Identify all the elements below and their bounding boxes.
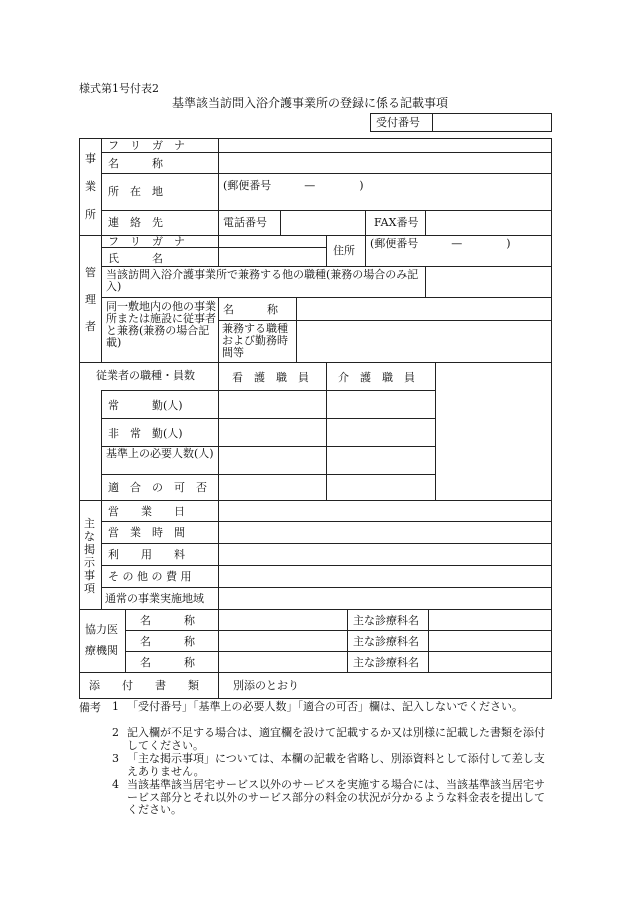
notice-service-area: 通常の事業実施地域: [105, 592, 204, 605]
office-furigana-label: フ リ ガ ナ: [108, 139, 185, 152]
medical-name-field-2[interactable]: [219, 631, 346, 650]
medical-section-label-2: 療機関: [85, 644, 118, 657]
manager-facility-name-field[interactable]: [297, 298, 551, 319]
office-fax-label: FAX番号: [374, 216, 419, 229]
staff-row-parttime: 非 常 勤(人): [108, 427, 183, 440]
other-costs-field[interactable]: [219, 566, 551, 586]
office-address-label: 所 在 地: [108, 185, 163, 198]
form-id: 様式第1号付表2: [79, 82, 159, 95]
business-days-field[interactable]: [219, 501, 551, 520]
manager-facility-name-label: 名 称: [223, 303, 278, 316]
nurse-parttime-field[interactable]: [219, 419, 325, 445]
notice-fees: 利 用 料: [108, 548, 185, 561]
nurse-fulltime-field[interactable]: [219, 391, 325, 417]
manager-furigana-label: フ リ ガ ナ: [108, 235, 185, 248]
staff-row-compliance: 適 合 の 可 否: [108, 481, 207, 494]
manager-name-label: 氏 名: [108, 252, 163, 265]
medical-name-field-1[interactable]: [219, 610, 346, 629]
manager-concurrent-hours-field[interactable]: [297, 321, 551, 361]
notice-business-hours: 営 業 時 間: [108, 526, 185, 539]
care-parttime-field[interactable]: [327, 419, 434, 445]
notice-other-costs: そ の 他 の 費 用: [108, 570, 192, 583]
office-postal-code: (郵便番号 — ): [223, 179, 364, 192]
remark-item-3: 3 「主な掲示事項」については、本欄の記載を省略し、別添資料として添付して差し支えありません。: [112, 752, 545, 778]
manager-concurrent-job-field[interactable]: [426, 267, 551, 296]
remark-item-1: 1 「受付番号」「基準上の必要人数」「適合の可否」欄は、記入しないでください。: [112, 700, 523, 713]
medical-dept-label-3: 主な診療科名: [353, 656, 419, 669]
page-title: 基準該当訪問入浴介護事業所の登録に係る記載事項: [172, 96, 449, 110]
staff-row-fulltime: 常 勤(人): [108, 399, 183, 412]
office-fax-field[interactable]: [426, 211, 551, 234]
receipt-number-field[interactable]: [434, 114, 550, 131]
attachment-value: 別添のとおり: [233, 679, 299, 692]
office-contact-label: 連 絡 先: [108, 216, 163, 229]
remarks-label: 備考: [79, 701, 101, 714]
medical-name-field-3[interactable]: [219, 652, 346, 671]
office-name-label: 名 称: [108, 157, 163, 170]
medical-name-label-2: 名 称: [140, 635, 195, 648]
medical-dept-field-1[interactable]: [429, 610, 551, 629]
manager-other-facility-label: 同一敷地内の他の事業所または施設に従事者と兼務(兼務の場合記載): [106, 300, 216, 349]
business-hours-field[interactable]: [219, 522, 551, 542]
staff-row-required: 基準上の必要人数(人): [106, 447, 214, 460]
fees-field[interactable]: [219, 544, 551, 564]
manager-address-label: 住所: [333, 244, 355, 257]
medical-dept-field-2[interactable]: [429, 631, 551, 650]
notice-business-days: 営 業 日: [108, 505, 185, 518]
service-area-field[interactable]: [219, 588, 551, 608]
manager-concurrent-hours-label: 兼務する職種および勤務時間等: [222, 322, 288, 359]
care-fulltime-field[interactable]: [327, 391, 434, 417]
medical-dept-field-3[interactable]: [429, 652, 551, 671]
medical-dept-label-2: 主な診療科名: [353, 635, 419, 648]
attachment-label: 添 付 書 類: [89, 679, 199, 692]
medical-name-label-1: 名 称: [140, 614, 195, 627]
staff-care-header: 介 護 職 員: [338, 371, 415, 384]
medical-dept-label-1: 主な診療科名: [353, 614, 419, 627]
office-furigana-field[interactable]: [219, 139, 551, 151]
office-phone-label: 電話番号: [223, 216, 267, 229]
office-name-field[interactable]: [219, 153, 551, 172]
medical-section-label-1: 協力医: [85, 623, 118, 636]
manager-name-field[interactable]: [219, 248, 325, 265]
receipt-label: 受付番号: [376, 116, 420, 129]
manager-concurrent-job-label: 当該訪問入浴介護事業所で兼務する他の職種(兼務の場合のみ記入): [106, 268, 419, 293]
staff-header: 従業者の職種・員数: [96, 369, 195, 382]
manager-furigana-field[interactable]: [219, 236, 325, 246]
manager-postal-code: (郵便番号 — ): [370, 237, 511, 250]
staff-nurse-header: 看 護 職 員: [232, 371, 309, 384]
office-phone-field[interactable]: [281, 211, 364, 234]
medical-name-label-3: 名 称: [140, 656, 195, 669]
remark-item-4: 4 当該基準該当居宅サービス以外のサービスを実施する場合には、当該基準該当居宅サービス部分とそれ以外のサービス部分の料金の状況が分かるような料金表を提出してください。: [112, 778, 545, 816]
page: 様式第1号付表2 基準該当訪問入浴介護事業所の登録に係る記載事項 受付番号 事 業 所 フ リ ガ ナ 名 称 所 在 地 (郵便番号 — ) 連 絡 先 電話番号 FAX番号 管 理 者 フ リ ガ ナ 氏 名 住所 (郵便番号 — ) 当該訪問入浴介護事業所で兼務する他の職種(兼務の場合のみ記入) 同一敷地内の他の事業所または施設に従事者と兼務(兼務の場合記載) 名 称 兼務する職種および勤務時間等 従業者の職種・員数 看 護 職 員 介 護 職 員 常 勤(人) 非 常 勤(人) 基準上の必要人数(人) 適 合 の 可 否 主 な 掲 示 事 項 営 業 日 営 業 時 間 利 用 料 そ の 他 の 費 用 通常の事業実施地域 協力医 療機関 名 称 名 称 名 称 主な診療科名 主な診療科名 主な診療科名 添 付 書 類 別添のとおり 備考 1 「受付番号」「基準上の必要人数」「適合の可否」欄は、記入しないでください。 2 記入欄が不足する場合は、適宜欄を設けて記載するか又は別様に記載した書類を添付してください。 3 「主な掲示事項」については、本欄の記載を省略し、別添資料として添付して差し支えありません。 4 当該基準該当居宅サービス以外のサービスを実施する場合には、当該基準該当居宅サービス部分とそれ以外のサービス部分の料金の状況が分かるような料金表を提出してください。: [0, 0, 630, 903]
remark-item-2: 2 記入欄が不足する場合は、適宜欄を設けて記載するか又は別様に記載した書類を添付してください。: [112, 726, 545, 752]
